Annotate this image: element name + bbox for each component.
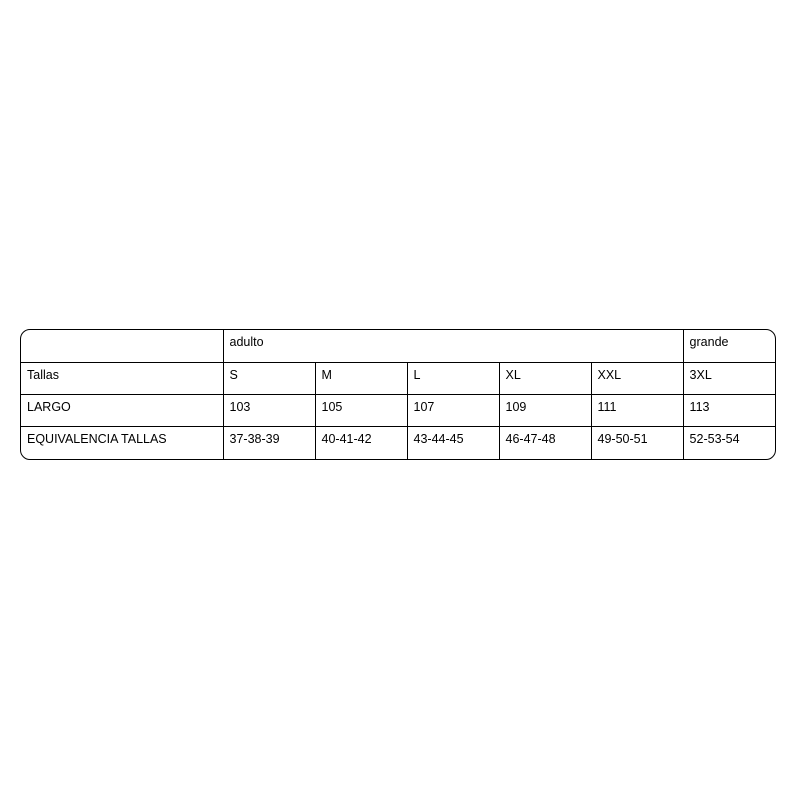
- table-cell: M: [315, 362, 407, 394]
- table-cell: 113: [683, 395, 776, 427]
- table-cell: 46-47-48: [499, 427, 591, 459]
- table-cell: 49-50-51: [591, 427, 683, 459]
- table-cell: 103: [223, 395, 315, 427]
- table-cell: 43-44-45: [407, 427, 499, 459]
- group-header-adulto: adulto: [223, 330, 683, 362]
- row-label: Tallas: [21, 362, 223, 394]
- row-label: LARGO: [21, 395, 223, 427]
- table-cell: 40-41-42: [315, 427, 407, 459]
- group-header-row: [21, 330, 776, 362]
- size-table-grid: [21, 330, 776, 459]
- table-row-equivalencia: [21, 427, 776, 459]
- table-cell: XXL: [591, 362, 683, 394]
- table-row-largo: [21, 395, 776, 427]
- table-cell: 37-38-39: [223, 427, 315, 459]
- table-cell: 111: [591, 395, 683, 427]
- header-empty-cell: [21, 330, 223, 362]
- table-cell: S: [223, 362, 315, 394]
- table-row-tallas: [21, 362, 776, 394]
- table-cell: 52-53-54: [683, 427, 776, 459]
- table-cell: XL: [499, 362, 591, 394]
- table-cell: L: [407, 362, 499, 394]
- group-header-grande: grande: [683, 330, 776, 362]
- table-cell: 3XL: [683, 362, 776, 394]
- row-label: EQUIVALENCIA TALLAS: [21, 427, 223, 459]
- table-cell: 107: [407, 395, 499, 427]
- table-cell: 105: [315, 395, 407, 427]
- size-chart-table: [20, 329, 776, 460]
- table-cell: 109: [499, 395, 591, 427]
